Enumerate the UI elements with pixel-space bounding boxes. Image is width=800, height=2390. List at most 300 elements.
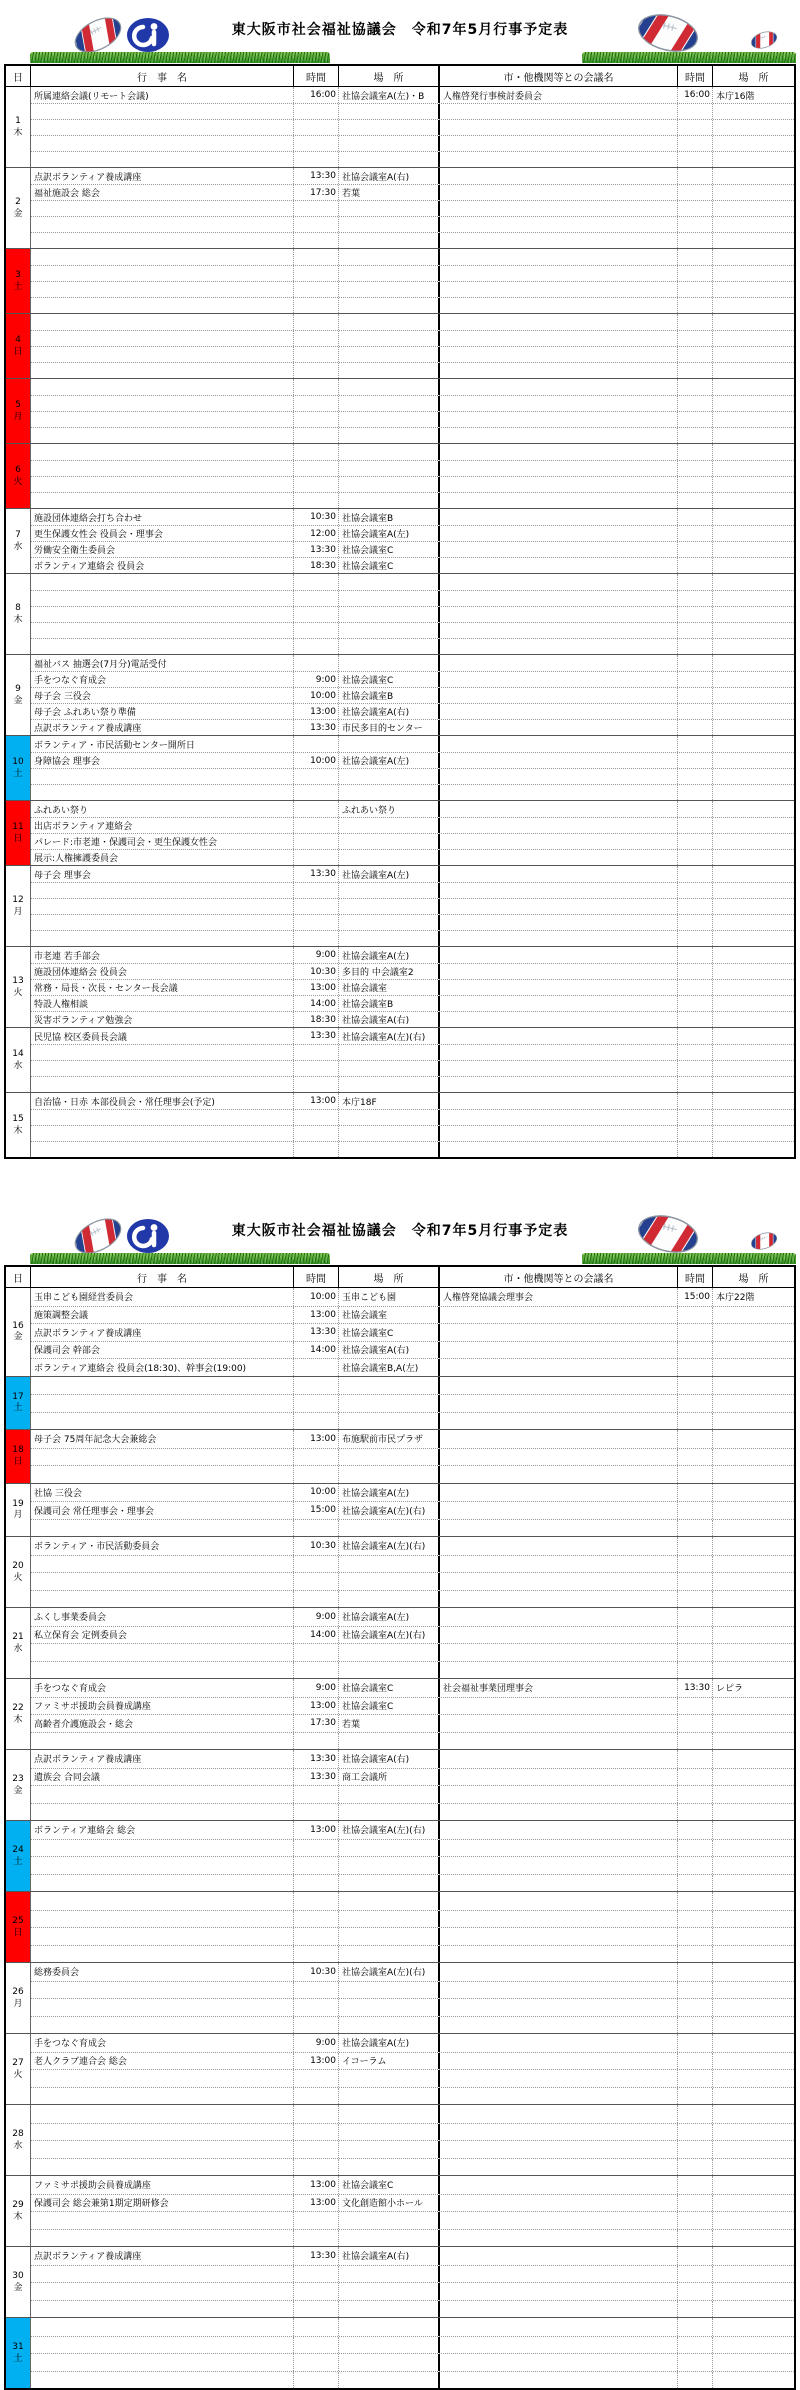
day-weekday: 火 — [13, 2069, 23, 2080]
day-block-4 — [6, 314, 794, 379]
event-time-cell — [294, 1520, 339, 1537]
city-meeting-name-cell — [440, 1911, 678, 1928]
event-name-cell: 手をつなぐ育成会 — [31, 1679, 294, 1697]
city-meeting-place-cell — [713, 412, 794, 427]
event-time-cell — [294, 1359, 339, 1376]
city-meeting-name-cell — [440, 1556, 678, 1573]
schedule-row — [31, 574, 794, 590]
city-meeting-name-cell — [440, 1982, 678, 1999]
event-place-cell: 社協会議室C — [339, 558, 440, 573]
city-meeting-time-cell: 15:00 — [678, 1288, 713, 1306]
day-rows — [31, 2034, 794, 2104]
event-name-cell — [31, 1126, 294, 1141]
city-meeting-time-cell — [678, 818, 713, 833]
city-meeting-place-cell — [713, 2266, 794, 2283]
day-cell — [6, 2034, 31, 2104]
city-meeting-name-cell — [440, 2034, 678, 2052]
event-place-cell: 社協会議室C — [339, 2176, 440, 2194]
day-number: 7 — [15, 530, 21, 541]
day-number: 9 — [15, 684, 21, 695]
event-time-cell: 13:00 — [294, 1698, 339, 1715]
city-meeting-place-cell — [713, 1359, 794, 1376]
event-name-cell — [31, 249, 294, 265]
schedule-row — [31, 249, 794, 265]
day-cell — [6, 655, 31, 735]
city-meeting-time-cell — [678, 1733, 713, 1750]
city-meeting-name-cell — [440, 1946, 678, 1963]
event-place-cell — [339, 883, 440, 898]
event-name-cell: ボランティア・市民活動委員会 — [31, 1537, 294, 1555]
event-time-cell: 14:00 — [294, 996, 339, 1011]
city-meeting-name-cell — [440, 1307, 678, 1324]
schedule-row — [31, 1572, 794, 1590]
schedule-row — [31, 314, 794, 330]
event-place-cell — [339, 1142, 440, 1157]
city-meeting-time-cell — [678, 834, 713, 849]
city-meeting-time-cell — [678, 2195, 713, 2212]
city-meeting-place-cell — [713, 1556, 794, 1573]
day-weekday: 木 — [13, 1125, 23, 1136]
city-meeting-place-cell — [713, 2159, 794, 2176]
event-name-cell — [31, 104, 294, 119]
city-meeting-time-cell — [678, 785, 713, 800]
day-cell — [6, 2247, 31, 2317]
event-place-cell: 社協会議室A(左)・B — [339, 87, 440, 103]
schedule-row — [31, 1448, 794, 1466]
city-meeting-name-cell — [440, 2372, 678, 2389]
city-meeting-place-cell — [713, 1769, 794, 1786]
day-weekday: 日 — [13, 346, 23, 357]
city-meeting-place-cell — [713, 753, 794, 768]
event-place-cell — [339, 136, 440, 151]
city-meeting-time-cell — [678, 1126, 713, 1141]
schedule-row — [31, 2105, 794, 2123]
schedule-row — [31, 1060, 794, 1076]
city-meeting-time-cell — [678, 379, 713, 395]
day-number: 31 — [12, 2342, 24, 2353]
day-number: 6 — [15, 465, 21, 476]
event-place-cell — [339, 1449, 440, 1466]
city-meeting-place-cell: 本庁16階 — [716, 91, 755, 102]
city-meeting-time-cell — [678, 996, 713, 1011]
event-time-cell — [294, 104, 339, 119]
day-rows — [31, 1821, 794, 1891]
city-meeting-time-cell — [678, 2159, 713, 2176]
event-name-cell: 施策調整会議 — [31, 1307, 294, 1324]
event-time-cell — [294, 444, 339, 460]
schedule-row — [31, 947, 794, 963]
event-name-cell: 保護司会 総会兼第1期定期研修会 — [31, 2195, 294, 2212]
header-time-2: 時間 — [678, 66, 713, 86]
city-meeting-place-cell — [713, 1857, 794, 1874]
event-time-cell — [294, 1395, 339, 1412]
city-meeting-place-cell — [713, 1520, 794, 1537]
event-place-cell: 社協会議室A(右) — [339, 2247, 440, 2265]
day-block-29 — [6, 2176, 794, 2247]
event-place-cell — [339, 639, 440, 654]
city-meeting-time-cell — [678, 1537, 713, 1555]
event-name-cell: 社協 三役会 — [31, 1484, 294, 1502]
event-place-cell: 社協会議室B — [339, 509, 440, 525]
event-time-cell — [294, 1857, 339, 1874]
city-meeting-name-cell — [440, 883, 678, 898]
schedule-row — [31, 2087, 794, 2105]
city-meeting-place-cell — [713, 2212, 794, 2229]
schedule-row — [31, 2211, 794, 2229]
city-meeting-time-cell — [678, 2337, 713, 2354]
event-time-cell — [294, 249, 339, 265]
event-time-cell — [294, 379, 339, 395]
city-meeting-name-cell — [440, 1537, 678, 1555]
event-name-cell — [31, 1077, 294, 1092]
event-name-cell — [31, 785, 294, 800]
day-number: 20 — [12, 1561, 24, 1572]
event-place-cell — [339, 655, 440, 671]
schedule-row — [31, 1697, 794, 1715]
schedule-row — [31, 1093, 794, 1109]
event-place-cell: 社協会議室B — [339, 996, 440, 1011]
event-time-cell — [294, 1142, 339, 1157]
city-meeting-name-cell — [440, 331, 678, 346]
city-meeting-name-cell — [440, 1012, 678, 1027]
event-place-cell — [339, 1733, 440, 1750]
city-meeting-place-cell — [713, 2230, 794, 2247]
city-meeting-place-cell — [713, 428, 794, 443]
event-time-cell: 13:00 — [294, 1093, 339, 1109]
schedule-row — [31, 1803, 794, 1821]
day-rows — [31, 866, 794, 946]
city-meeting-name-cell — [440, 2247, 678, 2265]
city-meeting-name-cell — [440, 2318, 678, 2336]
event-name-cell — [31, 1733, 294, 1750]
event-name-cell: 手をつなぐ育成会 — [31, 672, 294, 687]
schedule-row — [31, 557, 794, 573]
event-name-cell: 保護司会 常任理事会・理事会 — [31, 1502, 294, 1519]
day-rows — [31, 249, 794, 313]
city-meeting-time-cell — [678, 526, 713, 541]
city-meeting-name-cell — [440, 996, 678, 1011]
event-name-cell: 施設団体連絡会 役員会 — [31, 964, 294, 979]
schedule-row — [31, 817, 794, 833]
event-place-cell — [339, 217, 440, 232]
city-meeting-name-cell — [440, 2088, 678, 2105]
city-meeting-place-cell — [713, 233, 794, 248]
event-time-cell — [294, 2354, 339, 2371]
event-name-cell — [31, 883, 294, 898]
day-weekday: 金 — [13, 1785, 23, 1796]
city-meeting-place-cell — [713, 1110, 794, 1125]
day-block-14 — [6, 1028, 794, 1093]
city-meeting-place-cell — [713, 1324, 794, 1341]
city-meeting-time-cell — [678, 2053, 713, 2070]
city-meeting-time-cell — [678, 2124, 713, 2141]
city-meeting-place-cell — [713, 1484, 794, 1502]
event-name-cell — [31, 1786, 294, 1803]
event-time-cell: 12:00 — [294, 526, 339, 541]
schedule-row — [31, 2052, 794, 2070]
city-meeting-time-cell — [678, 1769, 713, 1786]
schedule-row — [31, 1377, 794, 1395]
city-meeting-time-cell — [678, 1627, 713, 1644]
day-cell — [6, 1608, 31, 1678]
city-meeting-name-cell — [440, 607, 678, 622]
day-cell — [6, 1484, 31, 1537]
event-name-cell: 遺族会 合同会議 — [31, 1769, 294, 1786]
city-meeting-time-cell — [678, 1750, 713, 1768]
day-block-11 — [6, 801, 794, 866]
city-meeting-place-cell — [713, 655, 794, 671]
city-meeting-time-cell — [678, 704, 713, 719]
city-meeting-place-cell — [713, 1662, 794, 1679]
event-name-cell — [31, 1520, 294, 1537]
city-meeting-time-cell — [678, 1484, 713, 1502]
event-place-cell — [339, 769, 440, 784]
city-meeting-name-cell — [440, 1821, 678, 1839]
city-meeting-place-cell — [713, 185, 794, 200]
schedule-row — [31, 119, 794, 135]
city-meeting-name-cell — [440, 1430, 678, 1448]
event-name-cell — [31, 623, 294, 638]
day-block-5 — [6, 379, 794, 444]
schedule-row — [31, 460, 794, 476]
event-time-cell — [294, 217, 339, 232]
day-block-2 — [6, 168, 794, 249]
city-meeting-name-cell — [440, 347, 678, 362]
event-time-cell — [294, 1911, 339, 1928]
event-place-cell — [339, 1786, 440, 1803]
page-2 — [0, 1207, 800, 2390]
event-place-cell — [339, 1377, 440, 1395]
city-meeting-place-cell — [713, 607, 794, 622]
event-name-cell — [31, 412, 294, 427]
city-meeting-time-cell — [678, 1982, 713, 1999]
event-name-cell: 特設人権相談 — [31, 996, 294, 1011]
city-meeting-place-cell — [713, 201, 794, 216]
event-place-cell — [339, 2105, 440, 2123]
event-name-cell: 施設団体連絡会打ち合わせ — [31, 509, 294, 525]
schedule-row — [31, 671, 794, 687]
city-meeting-name-cell — [440, 1502, 678, 1519]
city-meeting-place-cell — [713, 2070, 794, 2087]
event-place-cell — [339, 282, 440, 297]
city-meeting-time-cell — [678, 574, 713, 590]
event-place-cell — [339, 931, 440, 946]
city-meeting-name-cell — [440, 379, 678, 395]
city-meeting-name-cell — [440, 2283, 678, 2300]
city-meeting-place-cell — [713, 2105, 794, 2123]
city-meeting-name-cell — [440, 1413, 678, 1430]
schedule-row — [31, 395, 794, 411]
event-time-cell — [294, 1413, 339, 1430]
event-name-cell — [31, 1857, 294, 1874]
event-place-cell — [339, 1662, 440, 1679]
city-meeting-place-cell — [713, 1093, 794, 1109]
event-time-cell — [294, 428, 339, 443]
event-place-cell — [339, 120, 440, 135]
event-name-cell: 出店ボランティア連絡会 — [31, 818, 294, 833]
table-header-row — [6, 66, 794, 87]
day-weekday: 土 — [13, 768, 23, 779]
day-cell — [6, 736, 31, 800]
day-weekday: 土 — [13, 281, 23, 292]
event-place-cell — [339, 1875, 440, 1892]
event-place-cell: 若葉 — [339, 185, 440, 200]
day-number: 12 — [12, 895, 24, 906]
city-meeting-time-cell — [678, 1093, 713, 1109]
event-name-cell: ボランティア連絡会 総会 — [31, 1821, 294, 1839]
event-place-cell — [339, 591, 440, 606]
event-name-cell: パレード:市老連・保護司会・更生保護女性会 — [31, 834, 294, 849]
city-meeting-time-cell — [678, 347, 713, 362]
day-block-18 — [6, 1430, 794, 1484]
city-meeting-time-cell — [678, 217, 713, 232]
city-meeting-name-cell — [440, 217, 678, 232]
day-block-12 — [6, 866, 794, 947]
city-meeting-time-cell — [678, 558, 713, 573]
event-time-cell — [294, 2230, 339, 2247]
city-meeting-time-cell — [678, 1342, 713, 1359]
event-place-cell — [339, 1556, 440, 1573]
city-meeting-place-cell — [713, 1413, 794, 1430]
city-meeting-place-cell — [713, 704, 794, 719]
event-name-cell — [31, 2372, 294, 2389]
event-place-cell — [339, 2283, 440, 2300]
day-number: 4 — [15, 335, 21, 346]
city-meeting-name-cell — [440, 477, 678, 492]
event-time-cell — [294, 282, 339, 297]
city-meeting-name-cell — [440, 1061, 678, 1076]
city-meeting-name-cell — [440, 655, 678, 671]
schedule-row — [31, 606, 794, 622]
event-name-cell — [31, 1142, 294, 1157]
city-meeting-name-cell — [440, 1591, 678, 1608]
event-time-cell — [294, 266, 339, 281]
schedule-row — [31, 427, 794, 443]
event-time-cell — [294, 769, 339, 784]
day-number: 15 — [12, 1114, 24, 1125]
day-cell — [6, 1288, 31, 1376]
city-meeting-place-cell — [713, 2337, 794, 2354]
event-place-cell — [339, 428, 440, 443]
event-name-cell: 点訳ボランティア養成講座 — [31, 2247, 294, 2265]
event-place-cell — [339, 1857, 440, 1874]
city-meeting-name-cell — [440, 736, 678, 752]
city-meeting-place-cell — [713, 509, 794, 525]
city-meeting-name-cell — [440, 509, 678, 525]
city-meeting-place-cell — [713, 947, 794, 963]
day-number: 10 — [12, 757, 24, 768]
city-meeting-place-cell — [713, 542, 794, 557]
event-time-cell — [294, 1804, 339, 1821]
page-title: 東大阪市社会福祉協議会 令和7年5月行事予定表 — [231, 1223, 569, 1239]
event-time-cell: 10:30 — [294, 964, 339, 979]
day-block-19 — [6, 1484, 794, 1538]
city-meeting-name-cell — [440, 152, 678, 167]
city-meeting-place-cell — [713, 493, 794, 508]
event-place-cell: 社協会議室A(左) — [339, 753, 440, 768]
event-time-cell: 14:00 — [294, 1627, 339, 1644]
event-name-cell: 老人クラブ連合会 総会 — [31, 2053, 294, 2070]
city-meeting-place-cell — [713, 298, 794, 313]
event-place-cell — [339, 1840, 440, 1857]
schedule-row — [31, 2265, 794, 2283]
schedule-row — [31, 1501, 794, 1519]
day-weekday: 土 — [13, 1856, 23, 1867]
event-name-cell — [31, 1892, 294, 1910]
day-rows — [31, 736, 794, 800]
schedule-row — [31, 882, 794, 898]
day-cell — [6, 1377, 31, 1430]
event-name-cell: 災害ボランティア勉強会 — [31, 1012, 294, 1027]
schedule-row — [31, 1323, 794, 1341]
city-meeting-time-cell — [678, 266, 713, 281]
event-time-cell: 13:30 — [294, 2247, 339, 2265]
schedule-row — [31, 655, 794, 671]
event-time-cell — [294, 363, 339, 378]
schedule-row — [31, 1555, 794, 1573]
city-meeting-name-cell — [440, 461, 678, 476]
event-time-cell: 10:00 — [294, 1288, 339, 1306]
day-number: 8 — [15, 603, 21, 614]
event-name-cell: 保護司会 幹部会 — [31, 1342, 294, 1359]
schedule-row — [31, 1608, 794, 1626]
city-meeting-place-cell — [713, 915, 794, 930]
event-place-cell — [339, 2230, 440, 2247]
event-time-cell — [294, 152, 339, 167]
event-place-cell: 社協会議室A(右) — [339, 1012, 440, 1027]
city-meeting-place-cell — [713, 818, 794, 833]
event-time-cell: 13:00 — [294, 2195, 339, 2212]
city-meeting-name-cell — [440, 964, 678, 979]
city-meeting-time-cell — [678, 1556, 713, 1573]
day-cell — [6, 1093, 31, 1157]
header-day: 日 — [6, 66, 31, 86]
event-time-cell — [294, 120, 339, 135]
city-meeting-name-cell — [440, 168, 678, 184]
event-place-cell — [339, 1061, 440, 1076]
city-meeting-name-cell — [440, 672, 678, 687]
event-place-cell — [339, 396, 440, 411]
city-meeting-time-cell — [678, 2230, 713, 2247]
day-cell — [6, 314, 31, 378]
schedule-row — [31, 801, 794, 817]
day-block-21 — [6, 1608, 794, 1679]
event-time-cell — [294, 2124, 339, 2141]
day-number: 1 — [15, 116, 21, 127]
event-time-cell — [294, 412, 339, 427]
schedule-row — [31, 281, 794, 297]
city-meeting-time-cell — [678, 1928, 713, 1945]
schedule-row — [31, 1785, 794, 1803]
day-number: 16 — [12, 1320, 24, 1331]
city-meeting-name-cell — [440, 2017, 678, 2034]
city-meeting-time-cell — [678, 1466, 713, 1483]
city-meeting-name-cell — [440, 947, 678, 963]
schedule-row — [31, 151, 794, 167]
city-meeting-name-cell: 人権啓発行事検討委員会 — [440, 87, 678, 103]
city-meeting-place-cell — [713, 883, 794, 898]
event-time-cell — [294, 1662, 339, 1679]
schedule-row — [31, 914, 794, 930]
schedule-row — [31, 476, 794, 492]
city-meeting-place-cell — [713, 2034, 794, 2052]
city-meeting-time-cell — [678, 591, 713, 606]
city-meeting-place-cell — [713, 1045, 794, 1060]
city-meeting-place-cell — [713, 1946, 794, 1963]
day-rows — [31, 574, 794, 654]
schedule-row — [31, 1028, 794, 1044]
city-meeting-name-cell — [440, 2105, 678, 2123]
